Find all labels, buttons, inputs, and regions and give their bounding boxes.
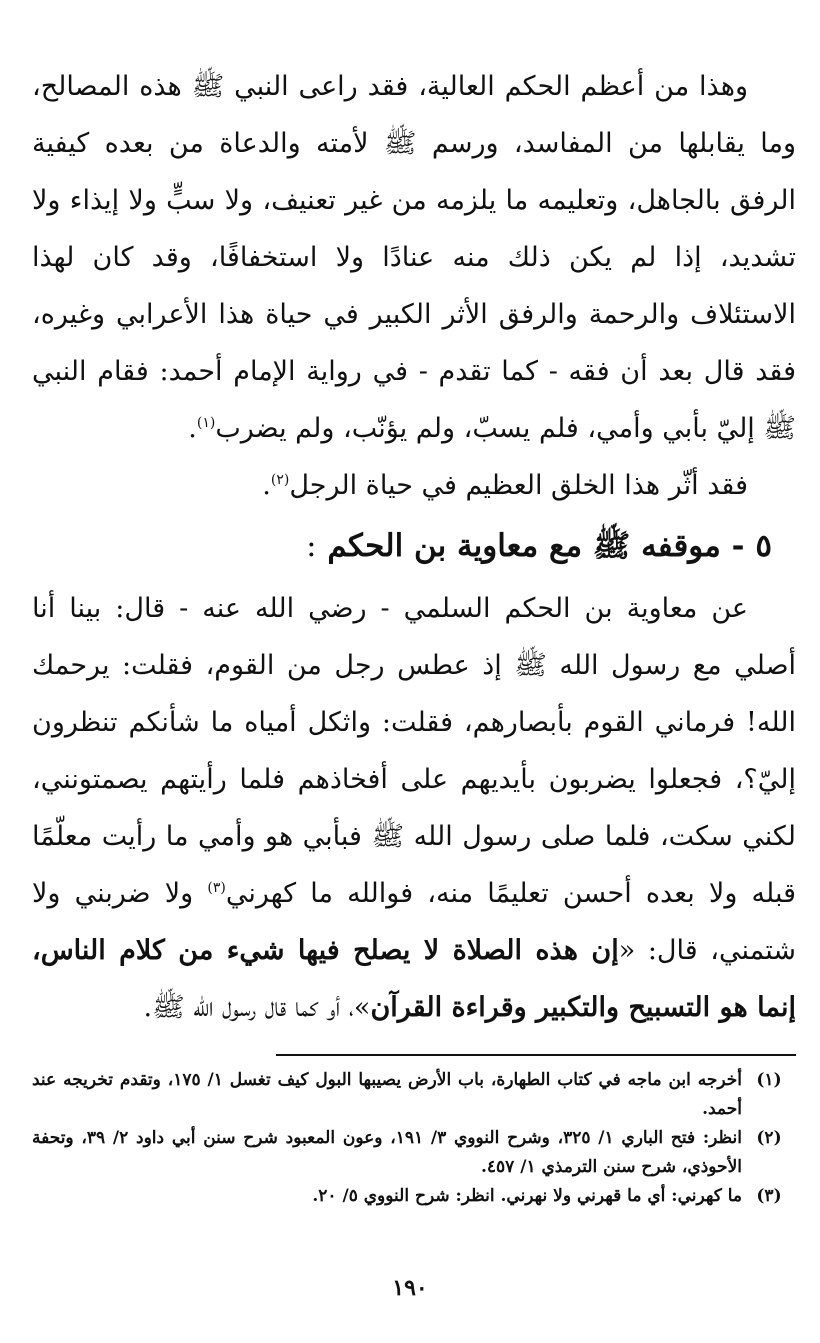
paragraph-end: . (188, 413, 197, 444)
section-heading-text: ٥ - موقفه ﷺ مع معاوية بن الحكم (327, 528, 772, 564)
footnote-1 (32, 1066, 796, 1124)
paragraph-hadith (32, 580, 796, 1036)
paragraph-end: . (262, 470, 271, 501)
paragraph-text: وهذا من أعظم الحكم العالية، فقد راعى النبي ﷺ هذه المصالح، وما يقابلها من المفاسد، ورسم ﷺ لأمته والدعاة من بعده كيفية الرفق بالجاهل، وتعليمه ما يلزمه من غير تعنيف، ولا سبٍّ ولا إيذاء ولا تشديد، إذا لم يكن ذلك منه عنادًا ولا استخفافًا، وقد كان لهذا الاستئلاف والرحمة والرفق الأثر الكبير في حياة هذا الأعرابي وغيره، فقد قال بعد أن فقه - كما تقدم - في رواية الإمام أحمد: فقام النبي ﷺ إليّ بأبي وأمي، فلم يسبّ، ولم يؤنّب، ولم يضرب (32, 71, 796, 444)
footnote-text: ما كهرني: أي ما قهرني ولا نهرني. انظر: شرح النووي ٥/ ٢٠. (312, 1186, 742, 1206)
hadith-quote: إن هذه الصلاة لا يصلح فيها شيء من كلام الناس، إنما هو التسبيح والتكبير وقراءة القرآن (32, 935, 796, 1023)
paragraph-athar (32, 457, 796, 514)
footnote-3 (32, 1182, 796, 1211)
footnotes (32, 1066, 796, 1211)
footnote-text: انظر: فتح الباري ١/ ٣٢٥، وشرح النووي ٣/ ١٩١، وعون المعبود شرح سنن أبي داود ٢/ ٣٩، وتحفة الأحوذي، شرح سنن الترمذي ١/ ٤٥٧. (32, 1128, 742, 1177)
page-number: ١٩٠ (392, 1275, 428, 1301)
footnote-ref-3[interactable]: (٣) (207, 880, 226, 896)
footnote-2 (32, 1124, 796, 1182)
footnote-text: أخرجه ابن ماجه في كتاب الطهارة، باب الأرض يصيبها البول كيف تغسل ١/ ١٧٥، وتقدم تخريجه عند أحمد. (32, 1070, 742, 1119)
footnote-number: (١) (756, 1070, 782, 1090)
footnote-divider (276, 1054, 796, 1056)
section-heading (32, 516, 796, 576)
paragraph-text: فقد أثّر هذا الخلق العظيم في حياة الرجل (289, 470, 748, 501)
section-heading-colon: : (306, 528, 317, 564)
footnote-ref-1[interactable]: (١) (196, 415, 216, 431)
paragraph-text: »، أو كما قال رسول الله ﷺ. (143, 992, 371, 1023)
footnote-ref-2[interactable]: (٢) (270, 472, 290, 488)
paragraph-text: عن معاوية بن الحكم السلمي - رضي الله عنه - قال: بينا أنا أصلي مع رسول الله ﷺ إذ عطس رجل من القوم، فقلت: يرحمك الله! فرماني القوم بأبصارهم، فقلت: واثكل أمياه ما شأنكم تنظرون إليّ؟، فجعلوا يضربون بأيديهم على أفخاذهم فلما رأيتهم يصمتونني، لكني سكت، فلما صلى رسول الله ﷺ فبأبي هو وأمي ما رأيت معلّمًا قبله ولا بعده أحسن تعليمًا منه، فوالله ما كهرني (32, 593, 796, 909)
footnote-number: (٢) (756, 1128, 782, 1148)
paragraph-text: ولا ضربني ولا شتمني، قال: « (32, 878, 797, 966)
paragraph-hikma (32, 58, 796, 457)
footnote-number: (٣) (756, 1186, 782, 1206)
